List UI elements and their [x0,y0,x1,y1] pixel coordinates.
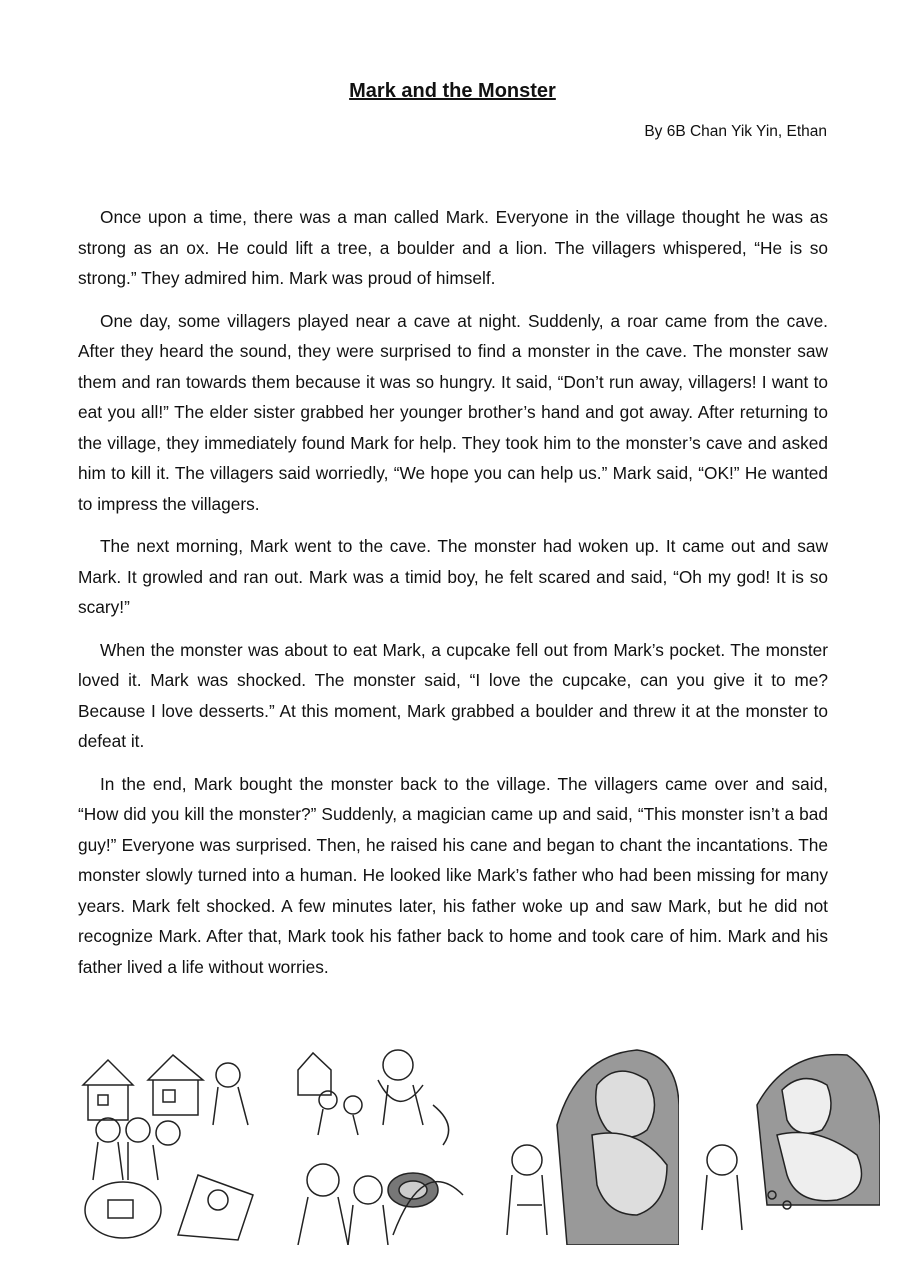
illustration-village [78,1045,270,1245]
paragraph: One day, some villagers played near a cave at night. Suddenly, a roar came from the cave. After they heard the sound, they were surprised to find a monster in the cave. The monster saw them and ran towards them because it was so hungry. It said, “Don’t run away, villagers! I want to eat you all!” The elder sister grabbed her younger brother’s hand and got away. After returning to the village, they immediately found Mark for help. They took him to the monster’s cave and asked him to kill it. The villagers said worriedly, “We hope you can help us.” Mark said, “OK!” He wanted to impress the villagers. [78,310,828,514]
paragraph: When the monster was about to eat Mark, a cupcake fell out from Mark’s pocket. The monster loved it. Mark was shocked. The monster said, “I love the cupcake, can you give it to me? Because I love desserts.” At this moment, Mark grabbed a boulder and threw it at the monster to defeat it. [78,639,828,751]
illustration-monster-cave [497,1045,679,1245]
byline: By 6B Chan Yik Yin, Ethan [644,123,827,140]
paragraph: In the end, Mark bought the monster back to the village. The villagers came over and said, “How did you kill the monster?” Suddenly, a magician came up and said, “This monster isn’t a bad guy!” Everyone was surprised. Then, he raised his cane and began to chant the incantations. The monster slowly turned into a human. He looked like Mark’s father who had been missing for many years. Mark felt shocked. A few minutes later, his father woke up and saw Mark, but he did not recognize Mark. After that, Mark took his father back to home and took care of him. Mark and his father lived a life without worries. [78,773,828,977]
illustration-cupcake [687,1045,880,1245]
illustrations [78,1045,883,1250]
paragraph: Once upon a time, there was a man called Mark. Everyone in the village thought he was as strong as an ox. He could lift a tree, a boulder and a lion. The villagers whispered, “He is so strong.” They admired him. Mark was proud of himself. [78,207,828,288]
paragraph: The next morning, Mark went to the cave. The monster had woken up. It came out and saw Mark. It growled and ran out. Mark was a timid boy, he felt scared and said, “Oh my god! It is so scary!” [78,536,828,617]
illustration-monster-roar [293,1045,465,1245]
document-title: Mark and the Monster [349,80,556,102]
story-body [78,202,828,994]
